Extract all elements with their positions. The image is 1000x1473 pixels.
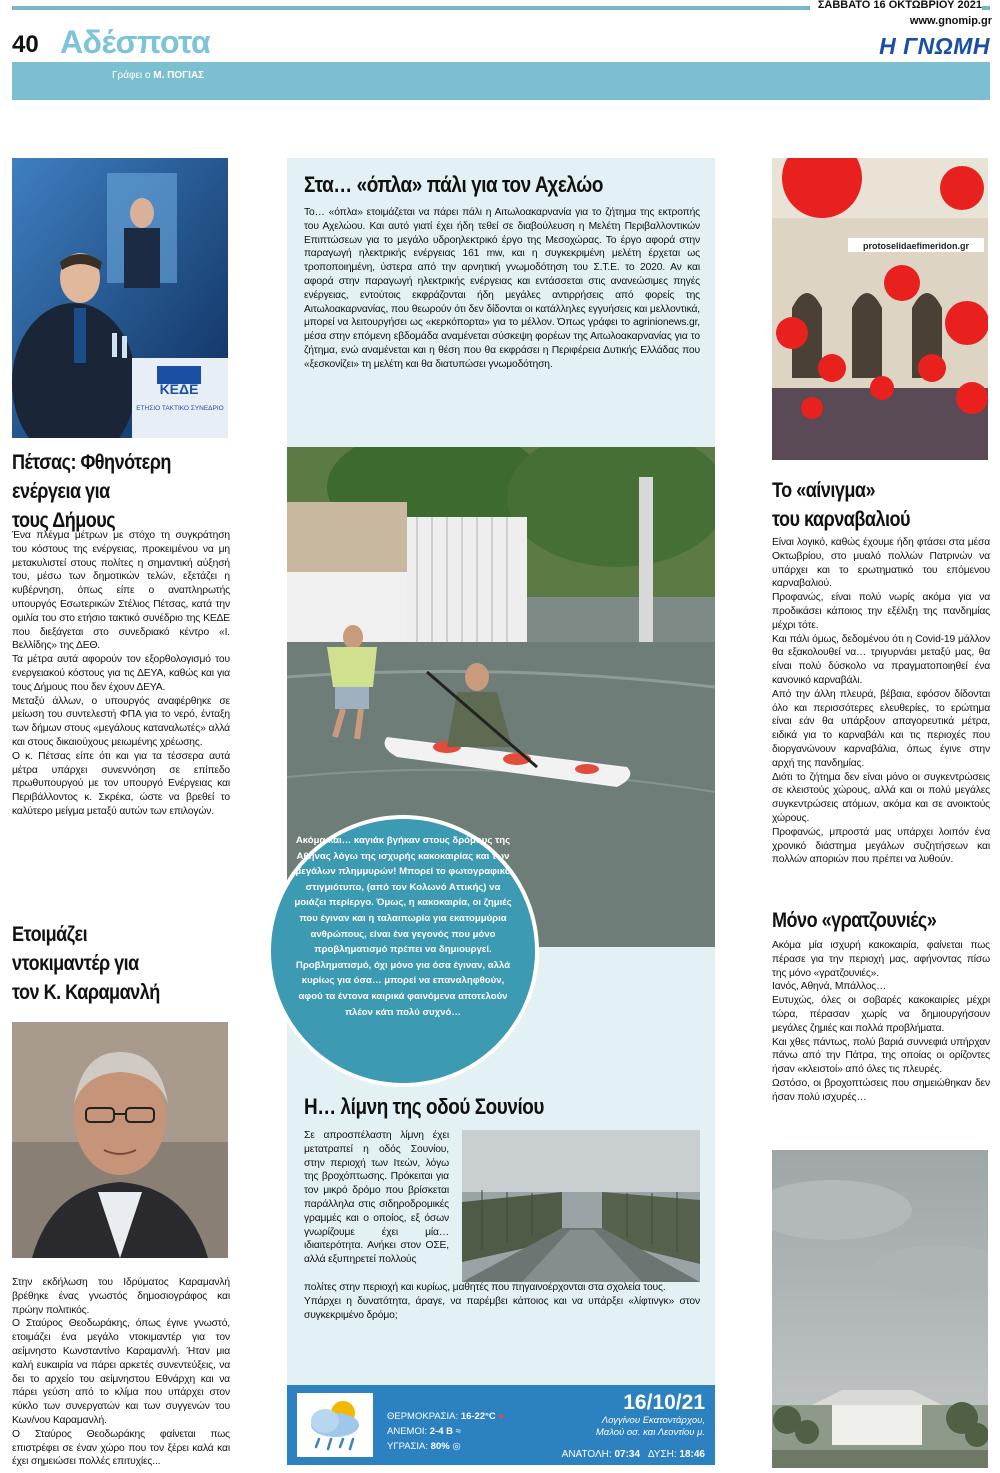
article-souniou-body xyxy=(304,1281,700,1322)
sunset-time: 18:46 xyxy=(679,1449,705,1460)
petsas-photo-illustration xyxy=(12,158,228,438)
humidity-row xyxy=(387,1439,504,1454)
humidity-value: 80% xyxy=(430,1441,450,1452)
paragraph: Ο κ. Πέτσας είπε ότι και για τα τέσσερα αυτά μέτρα υπάρχει συνεννόηση σε επίπεδο πρωθυπουργού με τον υπουργό Ενέργειας και Περιβάλλοντος κ. Σκρέκα, ώστε να βρεθεί το καλύτερο μείγμα μεταξύ αυτών των επιλογών. xyxy=(12,750,230,817)
article-acheloos xyxy=(304,172,700,372)
weather-box xyxy=(287,1385,715,1465)
article-karamanlis-body xyxy=(12,1276,230,1469)
theodorakis-photo-illustration xyxy=(12,1022,228,1258)
byline-prefix: Γράφει ο xyxy=(112,70,151,81)
headline-line: του καρναβαλιού xyxy=(772,508,911,531)
carnival-photo-illustration xyxy=(772,158,988,460)
paragraph: Και χθες πάντως, πολύ βαριά συννεφιά υπήρχαν πάνω από την Πάτρα, της οποίας οι ορίζοντες ήσαν «κλειστοί» από όλες τις πλευρές. xyxy=(772,1036,990,1076)
souniou-lake-illustration xyxy=(462,1130,700,1282)
article-karamanlis xyxy=(12,920,230,1007)
paragraph: Προφανώς, είναι πολύ νωρίς ακόμα για να προδικάσει κάποιος την εξέλιξη της πανδημίας μέχρι τότε. xyxy=(772,592,990,631)
article-carnival-headline xyxy=(772,476,959,534)
article-souniou-body-wrap: Σε απροσπέλαστη λίμνη έχει μετατραπεί η οδός Σουνίου, στην περιοχή των Ιτεών, λόγω της βροχόπτωσης. Πρόκειται για τον μικρό δρόμο που βρίσκεται παράλληλα στις σιδηροδρομικές γραμμές και ο οποίος, εξ όσων γνωρίζουμε έχει μία… ιδιαιτερότητα. Ανήκει στον ΟΣΕ, αλλά εξυπηρετεί πολλούς xyxy=(304,1130,449,1266)
headline-line: Πέτσας: Φθηνότερη xyxy=(12,451,171,474)
headline-line: ντοκιμαντέρ για xyxy=(12,952,139,975)
nameday-line-2: Μαλού οσ. και Λεοντίου μ. xyxy=(595,1427,705,1438)
cloud-rain-icon xyxy=(297,1393,373,1457)
section-title: Αδέσποτα xyxy=(60,24,211,60)
article-petsas-body xyxy=(12,529,230,819)
sun-times xyxy=(562,1449,705,1460)
wind-row xyxy=(387,1424,504,1439)
page-number: 40 xyxy=(12,31,39,58)
temperature-value: 16-22°C xyxy=(460,1411,496,1422)
souniou-lake-photo xyxy=(462,1130,700,1282)
weather-date-block xyxy=(596,1391,705,1439)
article-acheloos-body: Το… «όπλα» ετοιμάζεται να πάρει πάλι η Αιτωλοακαρνανία για το ζήτημα της εκτροπής του Αχελώου. Και αυτό γιατί έχει ήδη τεθεί σε διαβούλευση η Μελέτη Περιβαλλοντικών Επιπτώσεων για το μεγάλο υδροηλεκτρικό έργο της Μεσοχώρας. Το έργο αφορά στην παραγωγή ηλεκτρικής ενέργειας 161 mw, και η συγκεκριμένη μελέτη έρχεται ως τροποποιημένη, ύστερα από την αρνητική γνωμοδότηση του Σ.Τ.Ε. το 2020. Αν και αφορά στην παραγωγή ηλεκτρικής ενέργειας και εντάσσεται στις ανανεώσιμες πηγές ενέργειας, εντούτοις εκφράζονται ήδη μεγάλες αντιρρήσεις από φορείς της Αιτωλοακαρνανίας, που θεωρούν ότι δεν δίδονται οι κατάλληλες εγγυήσεις και μελλοντικά, μπορεί να λειτουργήσει ως «κερκόπορτα» για το μέλλον. Όπως γράφει το agrinionews.gr, μέσα στην επόμενη εβδομάδα αναμένεται σύσκεψη φορέων της Αιτωλοακαρνανίας για το ζήτημα, ενώ αναμένεται και η θέση που θα εκφράσει η Περιφέρεια Δυτικής Ελλάδας που «ξεσκονίζει» τη μελέτη και θα διατυπώσει γνωμοδότηση. xyxy=(304,207,700,370)
byline xyxy=(112,70,204,81)
article-karamanlis-headline xyxy=(12,920,199,1007)
site-url[interactable]: www.gnomip.gr xyxy=(909,15,992,27)
carnival-photo xyxy=(772,158,988,460)
paragraph: Ευτυχώς, όλες οι σοβαρές κακοκαιρίες μέχρι τώρα, πέρασαν χωρίς να δημιουργήσουν μεγάλες ζημιές και πολλά προβλήματα. xyxy=(772,995,990,1034)
article-carnival xyxy=(772,476,990,867)
temperature-label: ΘΕΡΜΟΚΡΑΣΙΑ: xyxy=(387,1411,459,1422)
headline-line: Το «αίνιγμα» xyxy=(772,479,876,502)
paragraph: Ο Σταύρος Θεοδωράκης φαίνεται πως επιστρέφει σε έναν χώρο που τον ξέρει καλά και έχει σημειώσει πολλές επιτυχίες... xyxy=(12,1428,230,1468)
sunrise-label: ΑΝΑΤΟΛΗ: xyxy=(561,1449,612,1460)
weather-stats xyxy=(387,1409,504,1454)
headline-line: ενέργεια για xyxy=(12,480,110,503)
cloudy-sky-illustration xyxy=(772,1150,988,1468)
headline-line: τον Κ. Καραμανλή xyxy=(12,981,160,1004)
paragraph: Ωστόσο, οι βροχοπτώσεις που σημειώθηκαν δεν ήσαν πολύ ισχυρές… xyxy=(772,1077,990,1103)
article-petsas-headline xyxy=(12,448,199,535)
article-souniou xyxy=(304,1094,700,1120)
paragraph: πολίτες στην περιοχή και κυρίως, μαθητές που πηγαινοέρχονται στα σχολεία τους. xyxy=(304,1282,666,1293)
paragraph: Ο Σταύρος Θεοδωράκης, όπως έγινε γνωστό, ετοιμάζει ένα μεγάλο ντοκιμαντέρ για τον αείμνηστο Κωνσταντίνο Καραμανλή. Ήταν μια καλή ευκαιρία να πάρει αρκετές συνεντεύξεις, να δει το αρχείο του αείμνηστου Εθνάρχη και να πάρει γεύση από το κλίμα που υπάρχει στον κύκλο των συνεργατών και των συγγενών του Κων/νου Καραμανλή. xyxy=(12,1318,230,1426)
issue-date: ΣΑΒΒΑΤΟ 16 ΟΚΤΩΒΡΙΟΥ 2021 xyxy=(810,0,982,11)
paragraph: Υπάρχει η δυνατότητα, άραγε, να παρέμβει κάποιος και να υπάρξει «λίφτινγκ» στον συγκεκριμένο δρόμο; xyxy=(304,1295,700,1321)
paragraph: Είναι λογικό, καθώς έχουμε ήδη φτάσει στα μέσα Οκτωβρίου, στο μυαλό πολλών Πατρινών να υπάρχει και το ερωτηματικό του επόμενου καρναβαλιού. xyxy=(772,537,990,590)
humidity-icon: ◎ xyxy=(452,1441,461,1452)
wind-label: ΑΝΕΜΟΙ: xyxy=(387,1426,428,1437)
paragraph: Προφανώς, μπροστά μας υπάρχει λοιπόν ένα χρονικό διάστημα μεγάλων συζητήσεων και πολλών αποριών που πρέπει να λυθούν. xyxy=(772,826,990,866)
paragraph: Τα μέτρα αυτά αφορούν τον εξορθολογισμό του ενεργειακού κόστους για τις ΔΕΥΑ, καθώς και για τους Δήμους που δεν έχουν ΔΕΥΑ. xyxy=(12,654,230,693)
temperature-row xyxy=(387,1409,504,1424)
headline-line: Ετοιμάζει xyxy=(12,923,88,946)
theodorakis-photo xyxy=(12,1022,228,1258)
headline-line: τους Δήμους xyxy=(12,509,116,532)
paragraph: Από την άλλη πλευρά, βέβαια, εφόσον δίδονται όλο και περισσότερες ελευθερίες, το ερώτημα είναι εάν θα υπάρξουν απαγορευτικά μέτρα, ειδικά για το καρναβάλι και τις περιοχές που διοργανώνουν καρναβάλια, όπως έγινε στην αρχή της πανδημίας. xyxy=(772,688,990,769)
section-band xyxy=(12,62,990,100)
article-acheloos-headline: Στα… «όπλα» πάλι για τον Αχελώο xyxy=(304,172,603,197)
paragraph: Και πάλι όμως, δεδομένου ότι η Covid-19 μάλλον θα εξακολουθεί να… τριγυρνάει μεταξύ μας, θα είναι πολύ δύσκολο να πραγματοποιηθεί ένα κανονικό καρναβάλι. xyxy=(772,633,990,686)
wind-value: 2-4 Β xyxy=(429,1426,453,1437)
byline-author: Μ. ΠΟΓΙΑΣ xyxy=(153,70,205,81)
paragraph: Μεταξύ άλλων, ο υπουργός αναφέρθηκε σε μείωση του συντελεστή ΦΠΑ για το νερό, ένταξη των δήμων στους «μεγάλους καταναλωτές» αλλά και στους δικαιούχους μειωμένης χρέωσης. xyxy=(12,695,230,748)
article-souniou-headline: Η… λίμνη της οδού Σουνίου xyxy=(304,1094,545,1119)
paragraph: Διότι το ζήτημα δεν είναι μόνο οι συγκεντρώσεις σε κλειστούς χώρους, αλλά και οι πολύ μεγάλες συγκεντρώσεις ατόμων, ακόμα και σε ανοικτούς χώρους. xyxy=(772,771,990,824)
thermometer-icon: ● xyxy=(498,1411,505,1422)
weather-icon-box xyxy=(297,1393,373,1457)
photo-banner-text: ΚΕΔΕ xyxy=(159,381,199,397)
wind-icon: ≈ xyxy=(455,1426,461,1437)
photo-watermark: protoselidaefimeridon.gr xyxy=(862,241,970,251)
kayak-caption-bubble: Ακόμα και… καγιάκ βγήκαν στους δρόμους της Αθήνας λόγω της ισχυρής κακοκαιρίας και των μεγάλων πλημμυρών! Μπορεί το φωτογραφικό στιγμιότυπο, (από τον Κολωνό Αττικής) να μοιάζει περίεργο. Όμως, η κακοκαιρία, οι ζημιές που έγιναν και η ταλαιπωρία για εκατομμύρια ανθρώπους, είναι ένα γεγονός που μόνο προβληματισμό πρέπει να δημιουργεί. Προβληματισμό, όχι μόνο για όσα έγιναν, αλλά κυρίως για όσα… μπορεί να επαναληφθούν, αφού τα έντονα καιρικά φαινόμενα αποτελούν πλέον κάτι πολύ συχνό… xyxy=(267,815,539,1087)
cloudy-sky-photo xyxy=(772,1150,988,1468)
weather-date: 16/10/21 xyxy=(623,1391,705,1414)
paragraph: Ιανός, Αθηνά, Μπάλλος… xyxy=(772,981,887,993)
nameday-line-1: Λογγίνου Εκατοντάρχου, xyxy=(601,1415,705,1426)
article-scratches xyxy=(772,906,990,1105)
newspaper-logo: Η ΓΝΩΜΗ xyxy=(879,33,990,59)
article-scratches-body xyxy=(772,939,990,1105)
photo-banner-subtext: ΕΤΗΣΙΟ ΤΑΚΤΙΚΟ ΣΥΝΕΔΡΙΟ xyxy=(136,405,224,412)
paragraph: Ακόμα μία ισχυρή κακοκαιρία, φαίνεται πως πέρασε για την περιοχή μας, αφήνοντας πίσω της μόνο «γρατζουνιές». xyxy=(772,940,990,979)
sunset-label: ΔΥΣΗ: xyxy=(647,1449,677,1460)
article-carnival-body xyxy=(772,536,990,867)
article-petsas xyxy=(12,448,230,819)
petsas-photo xyxy=(12,158,228,438)
top-rule xyxy=(12,0,990,12)
sunrise-time: 07:34 xyxy=(614,1449,641,1460)
article-scratches-headline: Μόνο «γρατζουνιές» xyxy=(772,909,937,932)
paragraph: Ένα πλέγμα μέτρων με στόχο τη συγκράτηση του κόστους της ενέργειας, προκειμένου να μη μετακυλιστεί στους πολίτες η σημαντική αύξησή του, μέσω των δημοτικών τελών, εξετάζει η κυβέρνηση, όπως είπε ο αναπληρωτής υπουργός Εσωτερικών Στέλιος Πέτσας, κατά την ομιλία του στο ετήσιο τακτικό συνέδριο της ΚΕΔΕ που διεξάγεται στο συνεδριακό κέντρο «Ι. Βελλίδης» της ΔΕΘ. xyxy=(12,530,230,652)
humidity-label: ΥΓΡΑΣΙΑ: xyxy=(387,1441,429,1452)
paragraph: Στην εκδήλωση του Ιδρύματος Καραμανλή βρέθηκε ένας γνωστός δημοσιογράφος και πρώην πολιτικός. xyxy=(12,1277,230,1316)
